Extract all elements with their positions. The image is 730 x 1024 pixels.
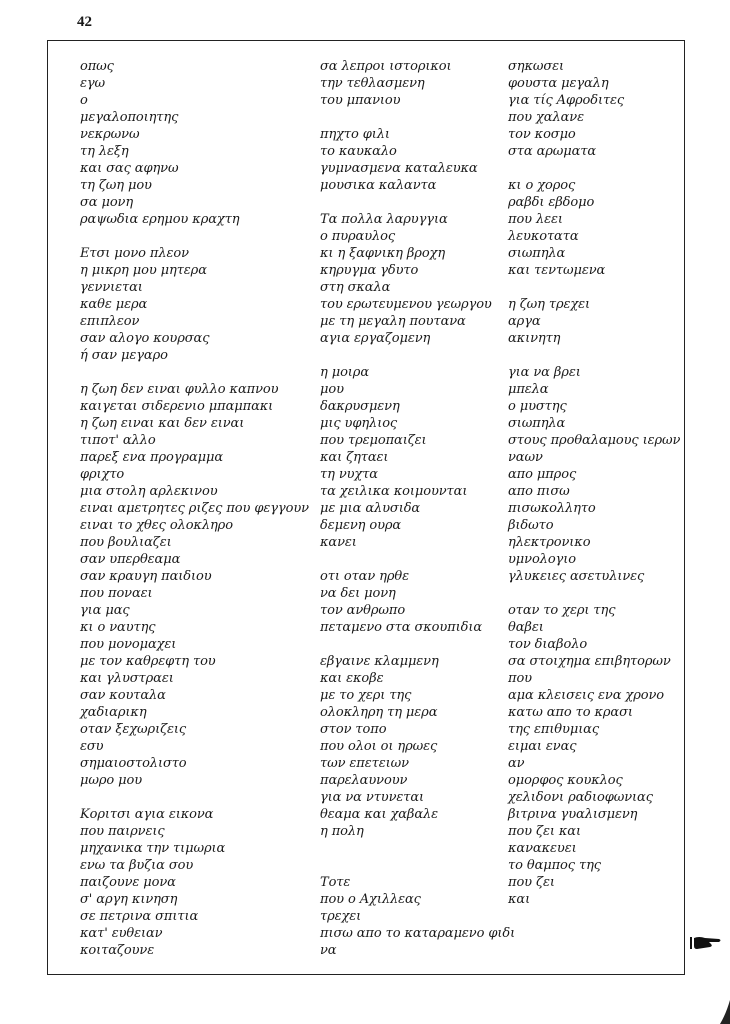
poem-line: των επετειων: [320, 756, 409, 771]
poem-line: αργα: [508, 314, 541, 329]
poem-line: της επιθυμιας: [508, 722, 600, 737]
poem-line: για μας: [80, 603, 130, 618]
poem-line: σα στοιχημα επιβητορων: [508, 654, 671, 669]
poem-line: κι ο ναυτης: [80, 620, 156, 635]
poem-line: που λεει: [508, 212, 563, 227]
poem-line: οτι οταν ηρθε: [320, 569, 410, 584]
poem-line: τιποτ' αλλο: [80, 433, 156, 448]
poem-line: κανει: [320, 535, 357, 550]
poem-line: ραψωδια ερημου κραχτη: [80, 212, 240, 227]
poem-line: ραβδι εβδομο: [508, 195, 595, 210]
poem-line: και ζηταει: [320, 450, 389, 465]
poem-line: παιζουνε μονα: [80, 875, 176, 890]
poem-line: μις υφηλιος: [320, 416, 398, 431]
stanza-gap: [80, 789, 309, 806]
poem-line: υμνολογιο: [508, 552, 576, 567]
poem-line: που μονομαχει: [80, 637, 177, 652]
poem-line: καιγεται σιδερενιο μπαμπακι: [80, 399, 274, 414]
poem-line: πεταμενο στα σκουπιδια: [320, 620, 483, 635]
poem-line: Κοριτσι αγια εικονα: [80, 807, 214, 822]
poem-line: και σας αφηνω: [80, 161, 179, 176]
poem-line: ο: [80, 93, 88, 108]
poem-line: παρεξ ενα προγραμμα: [80, 450, 224, 465]
poem-line: για να ντυνεται: [320, 790, 425, 805]
stanza-gap: [508, 160, 680, 177]
poem-column-2: [320, 58, 515, 959]
poem-line: στη σκαλα: [320, 280, 391, 295]
poem-line: γυμνασμενα καταλευκα: [320, 161, 478, 176]
poem-line: απο πισω: [508, 484, 570, 499]
poem-line: σα λεπροι ιστορικοι: [320, 59, 452, 74]
poem-line: ειμαι ενας: [508, 739, 577, 754]
poem-line: ηλεκτρονικο: [508, 535, 591, 550]
stanza-gap: [320, 840, 515, 857]
stanza-gap: [320, 636, 515, 653]
stanza-gap: [320, 347, 515, 364]
poem-line: με το χερι της: [320, 688, 412, 703]
poem-line: μπελα: [508, 382, 549, 397]
poem-line: σε πετρινα σπιτια: [80, 909, 199, 924]
poem-line: σαν αλογο κουρσας: [80, 331, 210, 346]
poem-line: κηρυγμα γδυτο: [320, 263, 419, 278]
poem-line: οπως: [80, 59, 114, 74]
poem-line: αμα κλεισεις ενα χρονο: [508, 688, 665, 703]
stanza-gap: [508, 585, 680, 602]
stanza-gap: [80, 364, 309, 381]
poem-line: το καυκαλο: [320, 144, 397, 159]
poem-line: που βουλιαζει: [80, 535, 172, 550]
poem-line: με τη μεγαλη πουτανα: [320, 314, 466, 329]
poem-line: ειναι το χθες ολοκληρο: [80, 518, 233, 533]
poem-line: σα μονη: [80, 195, 134, 210]
page-number: 42: [77, 14, 92, 30]
poem-line: που ζει και: [508, 824, 581, 839]
poem-line: στον τοπο: [320, 722, 387, 737]
poem-line: σαν υπερθεαμα: [80, 552, 181, 567]
poem-line: μουσικα καλαντα: [320, 178, 437, 193]
poem-line: η μοιρα: [320, 365, 370, 380]
poem-line: που: [508, 671, 532, 686]
poem-line: σημαιοστολιστο: [80, 756, 187, 771]
poem-line: ναων: [508, 450, 543, 465]
poem-line: ή σαν μεγαρο: [80, 348, 168, 363]
poem-line: να δει μονη: [320, 586, 396, 601]
poem-line: σηκωσει: [508, 59, 565, 74]
poem-line: κατω απο το κρασι: [508, 705, 633, 720]
poem-line: σαν κουταλα: [80, 688, 166, 703]
pointing-hand-icon: [689, 934, 723, 952]
poem-line: ομορφος κουκλος: [508, 773, 623, 788]
poem-line: και: [508, 892, 531, 907]
poem-line: Ετσι μονο πλεον: [80, 246, 189, 261]
poem-line: κι ο χορος: [508, 178, 576, 193]
poem-line: δεμενη ουρα: [320, 518, 402, 533]
poem-line: βιδωτο: [508, 518, 554, 533]
poem-line: η ζωη δεν ειναι φυλλο καπνου: [80, 382, 279, 397]
poem-line: πηχτο φιλι: [320, 127, 390, 142]
poem-line: μεγαλοποιητης: [80, 110, 179, 125]
poem-line: θεαμα και χαβαλε: [320, 807, 439, 822]
poem-line: τον κοσμο: [508, 127, 576, 142]
poem-line: η ζωη ειναι και δεν ειναι: [80, 416, 245, 431]
stanza-gap: [320, 194, 515, 211]
poem-line: εγω: [80, 76, 106, 91]
stanza-gap: [508, 347, 680, 364]
poem-line: και γλυστραει: [80, 671, 174, 686]
poem-line: που ποναει: [80, 586, 153, 601]
poem-line: κι η ξαφνικη βροχη: [320, 246, 446, 261]
poem-line: οταν ξεχωριζεις: [80, 722, 187, 737]
poem-line: η ζωη τρεχει: [508, 297, 591, 312]
poem-line: λευκοτατα: [508, 229, 579, 244]
poem-line: εβγαινε κλαμμενη: [320, 654, 439, 669]
poem-line: που τρεμοπαιζει: [320, 433, 427, 448]
poem-line: βιτρινα γυαλισμενη: [508, 807, 638, 822]
poem-line: στα αρωματα: [508, 144, 597, 159]
poem-line: νεκρωνω: [80, 127, 140, 142]
stanza-gap: [80, 228, 309, 245]
poem-line: ενω τα βυζια σου: [80, 858, 194, 873]
poem-line: κατ' ευθειαν: [80, 926, 163, 941]
poem-line: φριχτο: [80, 467, 125, 482]
poem-line: τα χειλικα κοιμουνται: [320, 484, 468, 499]
poem-line: ο πυραυλος: [320, 229, 396, 244]
stanza-gap: [320, 109, 515, 126]
poem-line: η μικρη μου μητερα: [80, 263, 207, 278]
poem-line: ο μυστης: [508, 399, 567, 414]
poem-line: του ερωτευμενου γεωργου: [320, 297, 492, 312]
poem-line: μωρο μου: [80, 773, 143, 788]
poem-line: οταν το χερι της: [508, 603, 616, 618]
poem-line: χαδιαρικη: [80, 705, 147, 720]
poem-column-3: [508, 58, 680, 908]
poem-line: φουστα μεγαλη: [508, 76, 609, 91]
poem-line: που χαλανε: [508, 110, 584, 125]
poem-line: να: [320, 943, 337, 958]
poem-line: την τεθλασμενη: [320, 76, 425, 91]
poem-line: μηχανικα την τιμωρια: [80, 841, 226, 856]
poem-line: στους προθαλαμους ιερων: [508, 433, 681, 448]
poem-line: που παιρνεις: [80, 824, 165, 839]
poem-line: που ζει: [508, 875, 555, 890]
poem-line: εσυ: [80, 739, 104, 754]
poem-line: αγια εργαζομενη: [320, 331, 431, 346]
poem-line: του μπανιου: [320, 93, 401, 108]
page-corner-mark: [716, 1000, 730, 1024]
poem-line: και τεντωμενα: [508, 263, 606, 278]
poem-line: πισω απο το καταραμενο φιδι: [320, 926, 516, 941]
poem-line: με μια αλυσιδα: [320, 501, 421, 516]
stanza-gap: [320, 857, 515, 874]
poem-line: δακρυσμενη: [320, 399, 400, 414]
poem-line: ειναι αμετρητες ριζες που φεγγουν: [80, 501, 309, 516]
poem-line: Τοτε: [320, 875, 351, 890]
poem-line: τον ανθρωπο: [320, 603, 406, 618]
poem-line: γεννιεται: [80, 280, 143, 295]
poem-line: τη ζωη μου: [80, 178, 152, 193]
poem-line: ακινητη: [508, 331, 561, 346]
poem-line: το θαμπος της: [508, 858, 601, 873]
poem-line: που ο Αχιλλεας: [320, 892, 421, 907]
poem-line: τη λεξη: [80, 144, 129, 159]
poem-line: γλυκειες ασετυλινες: [508, 569, 645, 584]
poem-line: πισωκολλητο: [508, 501, 596, 516]
poem-line: σιωπηλα: [508, 246, 566, 261]
poem-line: θαβει: [508, 620, 544, 635]
poem-line: τη νυχτα: [320, 467, 378, 482]
poem-line: που ολοι οι ηρωες: [320, 739, 438, 754]
poem-line: κοιταζουνε: [80, 943, 155, 958]
poem-line: η πολη: [320, 824, 364, 839]
poem-column-1: [80, 58, 309, 959]
poem-line: αν: [508, 756, 525, 771]
poem-line: καθε μερα: [80, 297, 148, 312]
poem-line: ολοκληρη τη μερα: [320, 705, 438, 720]
poem-line: χελιδονι ραδιοφωνιας: [508, 790, 653, 805]
poem-line: απο μπρος: [508, 467, 577, 482]
poem-line: σιωπηλα: [508, 416, 566, 431]
poem-line: παρελαυνουν: [320, 773, 408, 788]
poem-line: μου: [320, 382, 344, 397]
poem-line: για τίς Αφροδιτες: [508, 93, 625, 108]
poem-line: μια στολη αρλεκινου: [80, 484, 218, 499]
poem-line: τρεχει: [320, 909, 362, 924]
poem-line: Τα πολλα λαρυγγια: [320, 212, 448, 227]
stanza-gap: [508, 279, 680, 296]
poem-line: με τον καθρεφτη του: [80, 654, 216, 669]
poem-line: και εκοβε: [320, 671, 384, 686]
stanza-gap: [320, 551, 515, 568]
poem-line: επιπλεον: [80, 314, 140, 329]
poem-line: κανακευει: [508, 841, 577, 856]
poem-line: σ' αργη κινηση: [80, 892, 178, 907]
poem-line: σαν κραυγη παιδιου: [80, 569, 212, 584]
poem-line: τον διαβολο: [508, 637, 588, 652]
poem-line: για να βρει: [508, 365, 581, 380]
